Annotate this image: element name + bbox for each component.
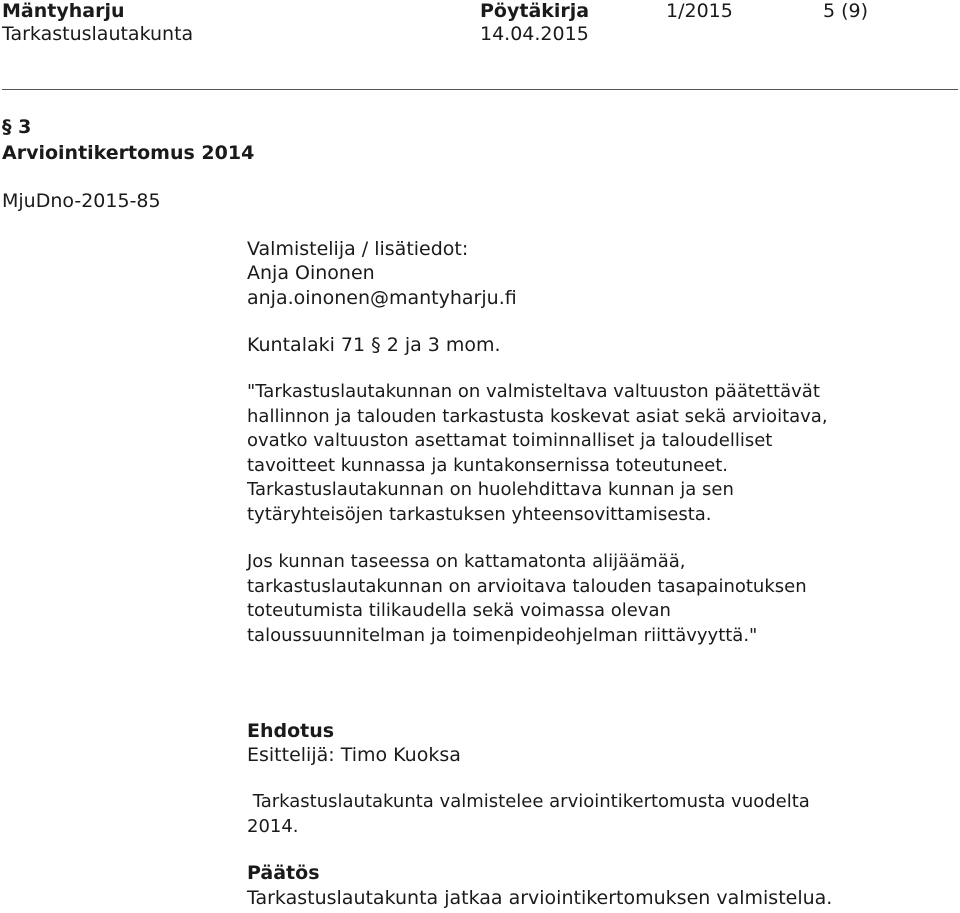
proposal-heading: Ehdotus [247,720,335,742]
paragraph-line: "Tarkastuslautakunnan on valmisteltava valtuuston päätettävät [247,381,820,402]
presenter: Esittelijä: Timo Kuoksa [247,744,461,766]
document-type: Pöytäkirja [480,0,590,22]
paragraph-line: tarkastuslautakunnan on arvioitava talouden tasapainotuksen [247,575,807,597]
proposal-text [247,790,810,839]
record-id: MjuDno-2015-85 [2,190,161,212]
paragraph-line: 2014. [247,815,299,837]
paragraph-line: Jos kunnan taseessa on kattamatonta alijäämää, [247,551,686,572]
quote-paragraph-2 [247,550,807,648]
section-title: Arviointikertomus 2014 [2,142,255,164]
decision-text: Tarkastuslautakunta jatkaa arviointikertomuksen valmistelua. [247,887,833,909]
page-number: 5 (9) [823,0,869,22]
quote-paragraph-1 [247,380,828,528]
law-reference: Kuntalaki 71 § 2 ja 3 mom. [247,334,501,356]
paragraph-line: ovatko valtuuston asettamat toiminnalliset ja taloudelliset [247,430,773,452]
municipality-name: Mäntyharju [2,0,125,22]
decision-heading: Päätös [247,862,320,884]
meeting-date: 14.04.2015 [480,23,589,45]
committee-name: Tarkastuslautakunta [2,23,194,45]
paragraph-line: tytäryhteisöjen tarkastuksen yhteensovittamisesta. [247,503,712,525]
minutes-number: 1/2015 [666,0,733,22]
preparer-name: Anja Oinonen [247,262,375,285]
preparer-block [247,237,517,310]
paragraph-line: tavoitteet kunnassa ja kuntakonsernissa toteutuneet. [247,454,729,476]
paragraph-line: taloussuunnitelman ja toimenpideohjelman riittävyyttä." [247,624,758,646]
paragraph-line: Tarkastuslautakunnan on huolehdittava kunnan ja sen [247,479,734,501]
preparer-email[interactable]: anja.oinonen@mantyharju.fi [247,286,517,309]
paragraph-line: Tarkastuslautakunta valmistelee arviointikertomusta vuodelta [247,791,810,812]
section-number: § 3 [2,116,32,138]
preparer-label: Valmistelija / lisätiedot: [247,238,469,260]
paragraph-line: hallinnon ja talouden tarkastusta koskevat asiat sekä arvioitava, [247,405,828,427]
paragraph-line: toteutumista tilikaudella sekä voimassa olevan [247,600,671,622]
header-divider [2,89,958,90]
